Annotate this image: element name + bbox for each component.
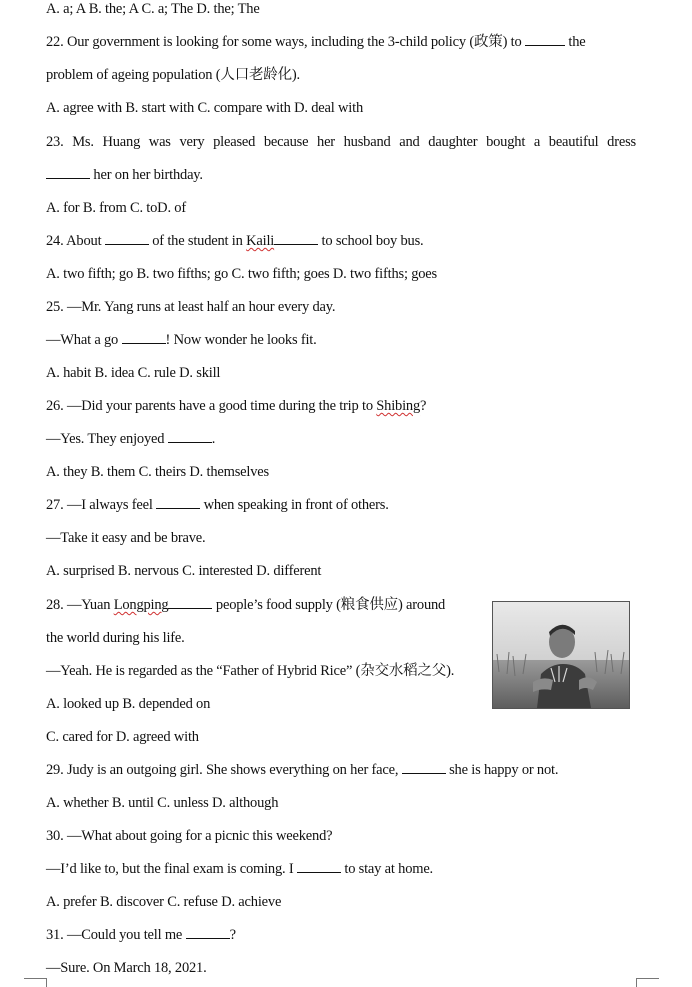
- q29-blank: [402, 761, 446, 774]
- q30-stem: 30. —What about going for a picnic this weekend?: [46, 828, 333, 844]
- q28-reply: —Yeah. He is regarded as the “Father of Hybrid Rice” (杂交水稻之父).: [46, 663, 455, 679]
- q25-stem-cont: [46, 331, 317, 349]
- q28-options-row2: C. cared for D. agreed with: [46, 729, 199, 745]
- q27-stem: [46, 496, 389, 514]
- q31-stem: [46, 926, 236, 944]
- portrait-photo-graphic: [493, 602, 629, 708]
- q22-blank: [525, 33, 565, 46]
- q27-text-post: when speaking in front of others.: [200, 497, 389, 513]
- q28-stem: [46, 596, 445, 614]
- q23-stem-cont: [46, 166, 203, 184]
- q27-options: A. surprised B. nervous C. interested D. different: [46, 563, 322, 579]
- q26-text-post-2: .: [211, 431, 216, 447]
- q22-text-post: the: [564, 34, 586, 50]
- q28-stem-cont: the world during his life.: [46, 630, 185, 646]
- q24-place-name: Kaili: [246, 233, 275, 249]
- q26-blank: [168, 430, 212, 443]
- q28-text-pre: 28. —Yuan: [46, 597, 114, 613]
- q22-options: A. agree with B. start with C. compare with D. deal with: [46, 100, 363, 116]
- q25-options: A. habit B. idea C. rule D. skill: [46, 365, 221, 381]
- q29-text-post: she is happy or not.: [445, 762, 559, 778]
- q26-stem: [46, 397, 426, 415]
- q24-blank-1: [105, 232, 149, 245]
- q25-stem: 25. —Mr. Yang runs at least half an hour every day.: [46, 299, 336, 315]
- q24-stem: [46, 232, 423, 250]
- q26-stem-cont: [46, 430, 215, 448]
- q25-text-pre: —What a go: [46, 332, 122, 348]
- q29-stem: [46, 761, 558, 779]
- q24-blank-2: [274, 232, 318, 245]
- q23-stem: 23. Ms. Huang was very pleased because her husband and daughter bought a beautiful dress: [46, 134, 636, 150]
- q30-text-post: to stay at home.: [340, 861, 433, 877]
- q31-text-post: ?: [229, 927, 236, 943]
- q28-options-row1: A. looked up B. depended on: [46, 696, 211, 712]
- q26-options: A. they B. them C. theirs D. themselves: [46, 464, 269, 480]
- q26-text-pre-2: —Yes. They enjoyed: [46, 431, 168, 447]
- q23-options: A. for B. from C. toD. of: [46, 200, 186, 216]
- q21-options: A. a; A B. the; A C. a; The D. the; The: [46, 1, 260, 17]
- q27-text-pre: 27. —I always feel: [46, 497, 157, 513]
- q22-text-pre: 22. Our government is looking for some ways, including the 3-child policy (政策) to: [46, 34, 525, 50]
- q25-text-post: ! Now wonder he looks fit.: [165, 332, 317, 348]
- q29-text-pre: 29. Judy is an outgoing girl. She shows everything on her face,: [46, 762, 402, 778]
- q26-text-post: ?: [420, 398, 427, 414]
- q22-stem: [46, 33, 585, 51]
- q26-text-pre: 26. —Did your parents have a good time during the trip to: [46, 398, 377, 414]
- q28-blank: [168, 596, 212, 609]
- portrait-photo-icon: [492, 601, 630, 709]
- q23-text-post: her on her birthday.: [90, 167, 203, 183]
- q26-place-name: Shibing: [376, 398, 421, 414]
- q23-blank: [46, 166, 90, 179]
- q31-text-pre: 31. —Could you tell me: [46, 927, 186, 943]
- q30-blank: [297, 860, 341, 873]
- q28-person-name: Longping: [113, 597, 169, 613]
- q31-blank: [186, 926, 230, 939]
- q25-blank: [122, 331, 166, 344]
- q27-blank: [156, 496, 200, 509]
- q24-text-post: to school boy bus.: [318, 233, 424, 249]
- q22-stem-cont: problem of ageing population (人口老龄化).: [46, 67, 300, 83]
- q31-reply: —Sure. On March 18, 2021.: [46, 960, 207, 976]
- q24-text-pre: 24. About: [46, 233, 105, 249]
- q24-text-mid: of the student in: [148, 233, 247, 249]
- q30-stem-cont: [46, 860, 433, 878]
- q27-stem-cont: —Take it easy and be brave.: [46, 530, 206, 546]
- q24-options: A. two fifth; go B. two fifths; go C. two fifth; goes D. two fifths; goes: [46, 266, 437, 282]
- q29-options: A. whether B. until C. unless D. although: [46, 795, 279, 811]
- q30-options: A. prefer B. discover C. refuse D. achieve: [46, 894, 282, 910]
- q28-text-post: people’s food supply (粮食供应) around: [212, 597, 446, 613]
- q30-text-pre: —I’d like to, but the final exam is coming. I: [46, 861, 297, 877]
